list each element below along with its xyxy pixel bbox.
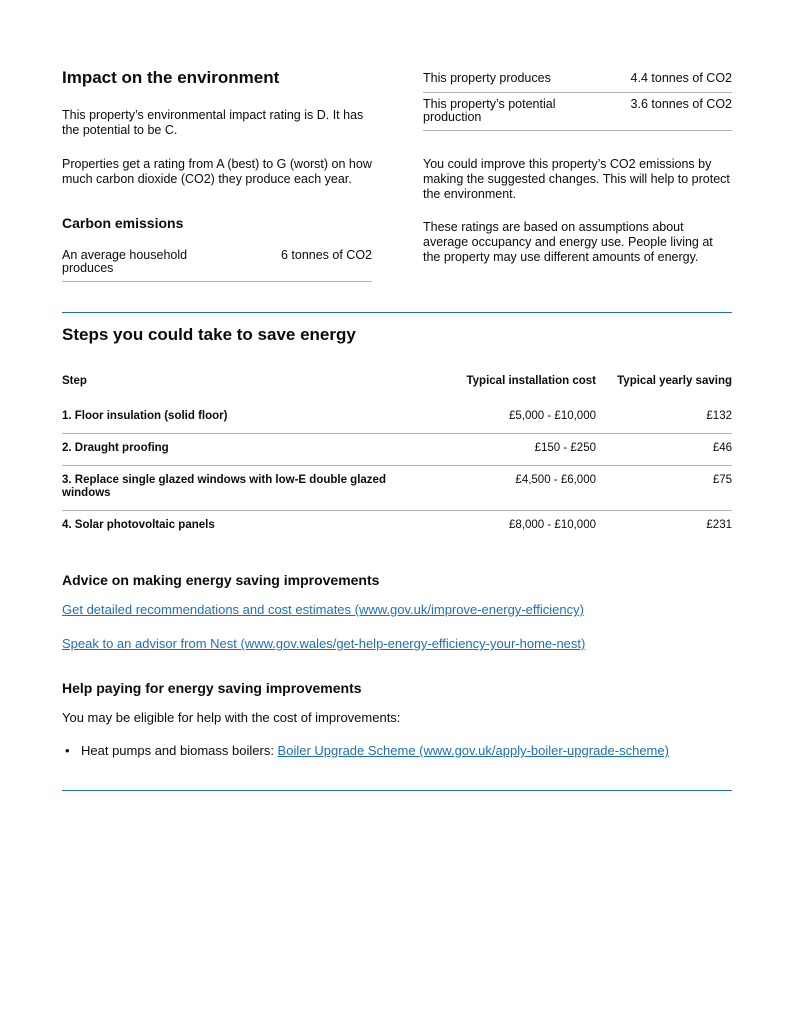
steps-table xyxy=(62,374,732,542)
step-cost: £5,000 - £10,000 xyxy=(509,410,596,422)
average-household-label: An average household produces xyxy=(62,248,188,275)
divider xyxy=(62,281,372,282)
table-row xyxy=(62,402,732,434)
bullet-label: Heat pumps and biomass boilers: xyxy=(81,743,278,758)
assumptions-text: These ratings are based on assumptions about average occupancy and energy use. People living at the property may use different amounts of energy. xyxy=(423,220,713,264)
potential-production-row xyxy=(423,93,732,130)
step-name: 3. Replace single glazed windows with low-E double glazed windows xyxy=(62,474,386,499)
step-name: 4. Solar photovoltaic panels xyxy=(62,519,215,531)
step-saving: £231 xyxy=(706,519,732,531)
environment-rating-text: This property’s environmental impact rating is D. It has the potential to be C. xyxy=(62,108,364,137)
step-cost: £8,000 - £10,000 xyxy=(509,519,596,531)
table-row xyxy=(62,511,732,542)
property-produces-label: This property produces xyxy=(423,71,551,85)
property-produces-value: 4.4 tonnes of CO2 xyxy=(630,71,732,85)
rating-explainer: Properties get a rating from A (best) to G (worst) on how much carbon dioxide (CO2) they produce each year. xyxy=(62,157,372,186)
potential-production-label: This property’s potential production xyxy=(423,97,556,124)
recommendations-link[interactable]: Get detailed recommendations and cost estimates (www.gov.uk/improve-energy-efficiency) xyxy=(62,602,584,617)
step-saving: £75 xyxy=(712,474,732,486)
step-saving: £132 xyxy=(706,410,732,422)
environment-right-column xyxy=(423,72,732,265)
section-divider xyxy=(62,312,732,313)
boiler-upgrade-scheme-link[interactable]: Boiler Upgrade Scheme (www.gov.uk/apply-boiler-upgrade-scheme) xyxy=(277,743,669,758)
step-saving: £46 xyxy=(712,442,732,454)
table-row xyxy=(62,434,732,466)
help-paying-title: Help paying for energy saving improvements xyxy=(62,680,362,696)
steps-title: Steps you could take to save energy xyxy=(62,325,356,344)
bullet-icon: • xyxy=(65,743,70,758)
average-household-row xyxy=(62,249,372,281)
help-intro: You may be eligible for help with the cost of improvements: xyxy=(62,710,401,725)
environment-left-column xyxy=(62,67,372,282)
step-name: 1. Floor insulation (solid floor) xyxy=(62,410,228,422)
nest-advisor-link[interactable]: Speak to an advisor from Nest (www.gov.wales/get-help-energy-efficiency-your-home-nest) xyxy=(62,636,586,651)
steps-table-header xyxy=(62,374,732,402)
list-item xyxy=(62,743,669,759)
step-cost: £4,500 - £6,000 xyxy=(515,474,596,486)
carbon-emissions-title: Carbon emissions xyxy=(62,215,184,231)
table-row xyxy=(62,466,732,511)
environment-title: Impact on the environment xyxy=(62,68,280,87)
header-yearly-saving: Typical yearly saving xyxy=(617,375,732,387)
step-name: 2. Draught proofing xyxy=(62,442,169,454)
improve-co2-text: You could improve this property’s CO2 emissions by making the suggested changes. This will help to protect the environment. xyxy=(423,157,730,201)
header-installation-cost: Typical installation cost xyxy=(466,375,596,387)
potential-production-value: 3.6 tonnes of CO2 xyxy=(630,97,732,111)
section-divider xyxy=(62,790,732,791)
average-household-value: 6 tonnes of CO2 xyxy=(280,248,372,262)
property-produces-row xyxy=(423,72,732,92)
divider xyxy=(423,130,732,131)
header-step: Step xyxy=(62,375,87,387)
advice-title: Advice on making energy saving improvements xyxy=(62,572,380,588)
step-cost: £150 - £250 xyxy=(534,442,596,454)
